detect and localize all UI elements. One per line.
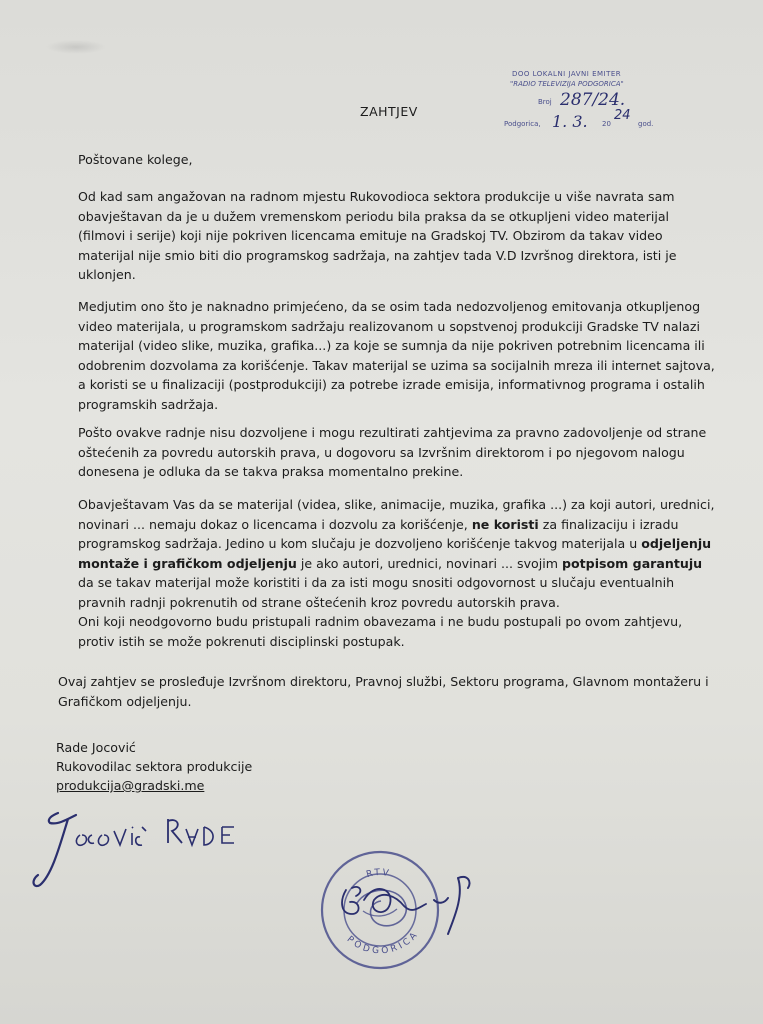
- stamp-top-text: RTV: [365, 867, 392, 881]
- stamp-org-line1: DOO LOKALNI JAVNI EMITER: [512, 70, 622, 78]
- paragraph-4: [78, 495, 718, 651]
- p4-text-4: da se takav materijal može koristiti i da za isti mogu snositi odgovornost u slučaju eventualnih pravnih radnji pokrenutih od strane oštećenih kroz povredu autorskih prava.: [78, 575, 675, 610]
- stamp-place-label: Podgorica,: [504, 120, 541, 128]
- paragraph-3: Pošto ovakve radnje nisu dozvoljene i mogu rezultirati zahtjevima za pravno zadovoljenje od strane oštećenih za povredu autorskih prava, u dogovoru sa Izvršnim direktorom i po njegovom nalogu donesena je odluka da se takva praksa momentalno prekine.: [78, 425, 707, 479]
- stamp-date-value: 1. 3.: [552, 112, 588, 131]
- paragraph-5: Ovaj zahtjev se prosleđuje Izvršnom direktoru, Pravnoj službi, Sektoru programa, Glavnom montažeru i Grafičkom odjeljenju.: [58, 674, 709, 709]
- stamp-year-value: 24: [614, 108, 631, 123]
- p4-text-1: Obavještavam Vas da se materijal (videa, slike, animacije, muzika, grafika ...) za koji autori, urednici, novinari ... nemaju dokaz o licencama i dozvolu za korišćenje,: [78, 497, 715, 532]
- p4-bold-1: ne koristi: [471, 516, 539, 532]
- stamp-god-label: god.: [638, 120, 654, 128]
- p4-text-3: je ako autori, urednici, novinari ... svojim: [296, 555, 562, 571]
- handwritten-signature: [28, 805, 248, 895]
- p4-bold-2: odjeljenju montaže i grafičkom odjeljenju: [78, 536, 712, 571]
- p4-text-5: Oni koji neodgovorno budu pristupali radnim obavezama i ne budu postupali po ovom zahtjevu, protiv istih se može pokrenuti disciplinski postupak.: [78, 614, 683, 649]
- signature-block: [56, 738, 252, 795]
- stamp-broj-label: Broj: [538, 98, 552, 106]
- signer-role: Rukovodilac sektora produkcije: [56, 759, 253, 774]
- document-title: ZAHTJEV: [360, 104, 418, 119]
- director-signature: [330, 867, 490, 940]
- p4-bold-3: potpisom garantuju: [562, 555, 703, 571]
- stamp-org-line2: "RADIO TELEVIZIJA PODGORICA": [510, 80, 624, 88]
- signer-email-link[interactable]: produkcija@gradski.me: [56, 778, 205, 793]
- paragraph-2: Medjutim ono što je naknadno primjećeno, da se osim tada nedozvoljenog emitovanja otkupljenog video materijala, u programskom sadržaju realizovanom u sopstvenoj produkciji Gradske TV nalazi materijal (video slike, muzika, grafika...) za koje se sumnja da nije pokriven potrebnim licencama ili odobrenim dozvolama za korišćenje. Takav materijal se uzima sa socijalnih mreza ili internet sajtova, a koristi se u finalizaciji (postprodukciji) za potrebe izrade emisija, informativnog programa i ostalih programskih sadržaja.: [78, 299, 715, 412]
- stamp-bottom-text: PODGORICA: [344, 928, 422, 957]
- registration-stamp: [500, 68, 665, 138]
- stamp-year-prefix: 20: [602, 120, 611, 128]
- signer-name: Rade Jocović: [56, 740, 136, 755]
- paragraph-1: Od kad sam angažovan na radnom mjestu Rukovodioca sektora produkcije u više navrata sam obavještavan da je u dužem vremenskom periodu bila praksa da se otkupljeni video materijal (filmovi i serije) koji nije pokriven licencama emituje na Gradskoj TV. Obzirom da takav video materijal nije smio biti dio programskog sadržaja, na zahtjev tada V.D Izvršnog direktora, isti je uklonjen.: [78, 189, 677, 282]
- salutation: Poštovane kolege,: [78, 152, 193, 167]
- paper-smudge: [46, 40, 106, 54]
- p4-text-2: za finalizaciju i izradu programskog sadržaja. Jedino u kom slučaju je dozvoljeno korišćenje takvog materijala u: [78, 516, 679, 551]
- stamp-broj-value: 287/24.: [560, 90, 626, 110]
